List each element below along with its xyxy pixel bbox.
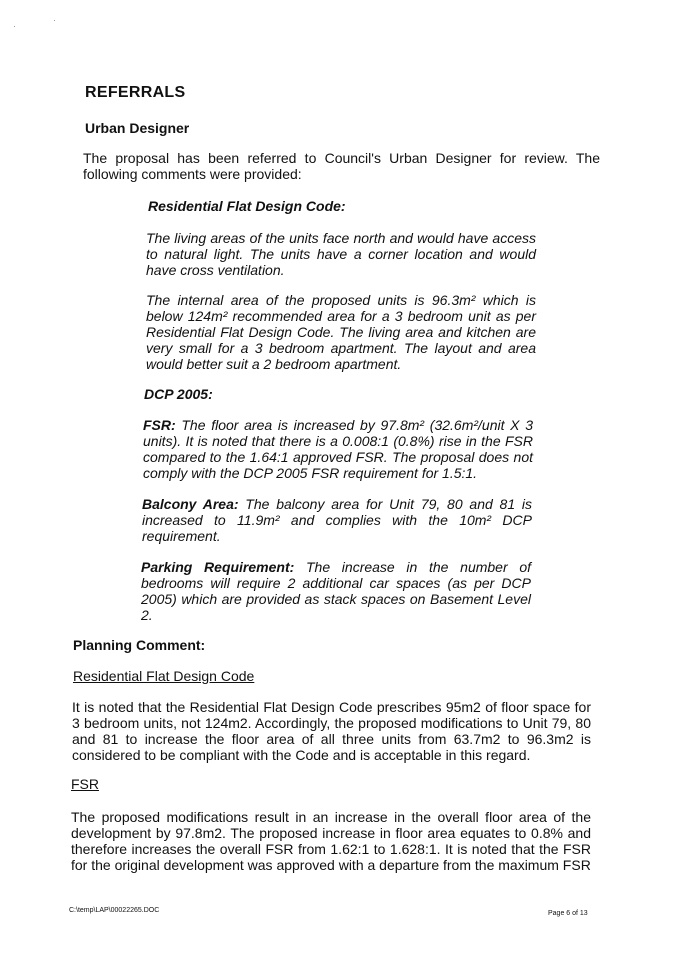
balcony-label: Balcony Area: [142, 496, 239, 512]
footer-page-number: Page 6 of 13 [548, 910, 588, 917]
rfdc-heading: Residential Flat Design Code: [148, 198, 346, 214]
urban-designer-intro: The proposal has been referred to Council's Urban Designer for review. The following comments were provided: [83, 150, 600, 182]
rfdc-comment-2: The internal area of the proposed units is 96.3m² which is below 124m² recommended area for a 3 bedroom unit as per Residential Flat Design Code. The living area and kitchen are very small for a 3 bedroom apartment. The layout and area would better suit a 2 bedroom apartment. [146, 292, 536, 372]
rfdc-comment-1: The living areas of the units face north and would have access to natural light. The units have a corner location and would have cross ventilation. [146, 230, 536, 278]
fsr-label: FSR: [143, 417, 176, 433]
balcony-comment-text: The balcony area for Unit 79, 80 and 81 is increased to 11.9m² and complies with the 10m² DCP requirement. [142, 496, 533, 544]
parking-comment-text: The increase in the number of bedrooms will require 2 additional car spaces (as per DCP 2005) which are provided as stack spaces on Basement Level 2. [141, 559, 531, 623]
scan-speck [14, 26, 15, 27]
parking-label: Parking Requirement: [141, 559, 295, 575]
dcp-heading: DCP 2005: [144, 386, 213, 402]
fsr-comment-text: The floor area is increased by 97.8m² (32.6m²/unit X 3 units). It is noted that there is a 0.008:1 (0.8%) rise in the FSR compared to the 1.64:1 approved FSR. The proposal does not comply with the DCP 2005 FSR requirement for 1.5:1. [143, 417, 533, 481]
planning-rfdc-subheading: Residential Flat Design Code [73, 668, 255, 684]
urban-designer-heading: Urban Designer [85, 120, 190, 136]
scan-speck [54, 20, 55, 21]
planning-fsr-subheading: FSR [71, 776, 99, 792]
balcony-comment [142, 496, 532, 544]
footer-file-path: C:\temp\LAP\00022265.DOC [69, 907, 160, 914]
planning-rfdc-text: It is noted that the Residential Flat Design Code prescribes 95m2 of floor space for 3 bedroom units, not 124m2. Accordingly, the proposed modifications to Unit 79, 80 and 81 to increase the floor area of all three units from 63.7m2 to 96.3m2 is considered to be compliant with the Code and is acceptable in this regard. [72, 699, 591, 763]
planning-fsr-text: The proposed modifications result in an increase in the overall floor area of the development by 97.8m2. The proposed increase in floor area equates to 0.8% and therefore increases the overall FSR from 1.62:1 to 1.628:1. It is noted that the FSR for the original development was approved with a departure from the maximum FSR [71, 809, 591, 873]
planning-comment-heading: Planning Comment: [73, 637, 206, 653]
parking-comment [141, 559, 531, 623]
page-heading: REFERRALS [85, 84, 186, 101]
fsr-comment [143, 417, 533, 481]
